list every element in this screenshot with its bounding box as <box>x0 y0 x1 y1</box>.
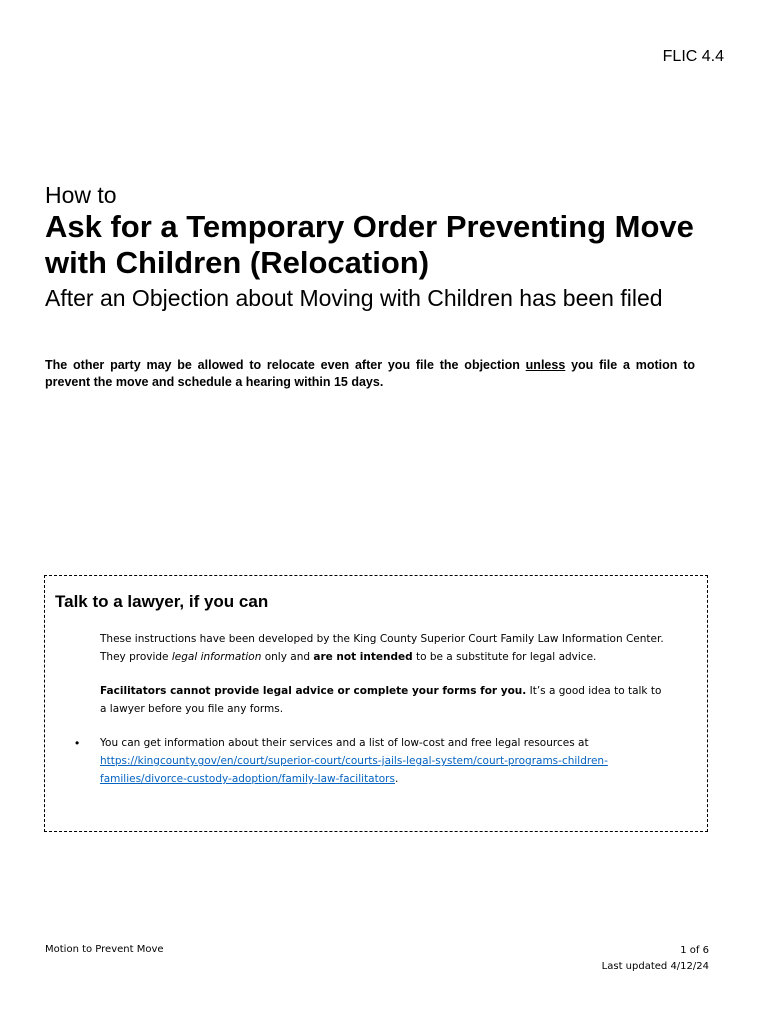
how-to-label: How to <box>45 182 117 208</box>
page-number: 1 of 6 <box>680 945 709 956</box>
warning-text-start: The other party may be allowed to relocate even after you file the objection <box>45 358 526 372</box>
footer-title: Motion to Prevent Move <box>45 944 164 955</box>
relocation-warning <box>45 357 695 391</box>
facilitators-text: It’s a good idea to talk to a lawyer before you file any forms. <box>100 685 662 715</box>
legal-info-bold: are not intended <box>313 651 413 663</box>
resources-paragraph <box>100 734 670 788</box>
lawyer-box-heading: Talk to a lawyer, if you can <box>55 592 269 611</box>
last-updated: Last updated 4/12/24 <box>601 961 709 972</box>
lawyer-notice-box <box>44 575 708 832</box>
facilitators-link[interactable]: https://kingcounty.gov/en/court/superior-court/courts-jails-legal-system/court-programs-children-families/divorce-custody-adoption/family-law-facilitators <box>100 755 608 785</box>
resources-text: You can get information about their services and a list of low-cost and free legal resources at <box>100 737 589 749</box>
footer-info <box>602 943 709 975</box>
document-id: FLIC 4.4 <box>662 48 724 65</box>
legal-info-paragraph <box>100 630 670 666</box>
legal-info-text-3: to be a substitute for legal advice. <box>412 651 597 663</box>
warning-text-end: you file a motion to prevent the move and schedule a hearing within 15 days. <box>45 358 695 389</box>
legal-info-italic: legal information <box>171 651 262 663</box>
page-title: Ask for a Temporary Order Preventing Move with Children (Relocation) <box>45 209 694 280</box>
legal-info-text: These instructions have been developed by the King County Superior Court Family Law Information Center. They provide <box>100 633 664 663</box>
page-subtitle: After an Objection about Moving with Children has been filed <box>45 285 663 311</box>
legal-info-text-2: only and <box>261 651 314 663</box>
bullet-icon: • <box>75 736 80 750</box>
resources-period: . <box>394 773 399 785</box>
facilitators-bold: Facilitators cannot provide legal advice or complete your forms for you. <box>100 685 527 697</box>
warning-emphasis: unless <box>525 358 566 372</box>
facilitators-paragraph <box>100 682 670 718</box>
